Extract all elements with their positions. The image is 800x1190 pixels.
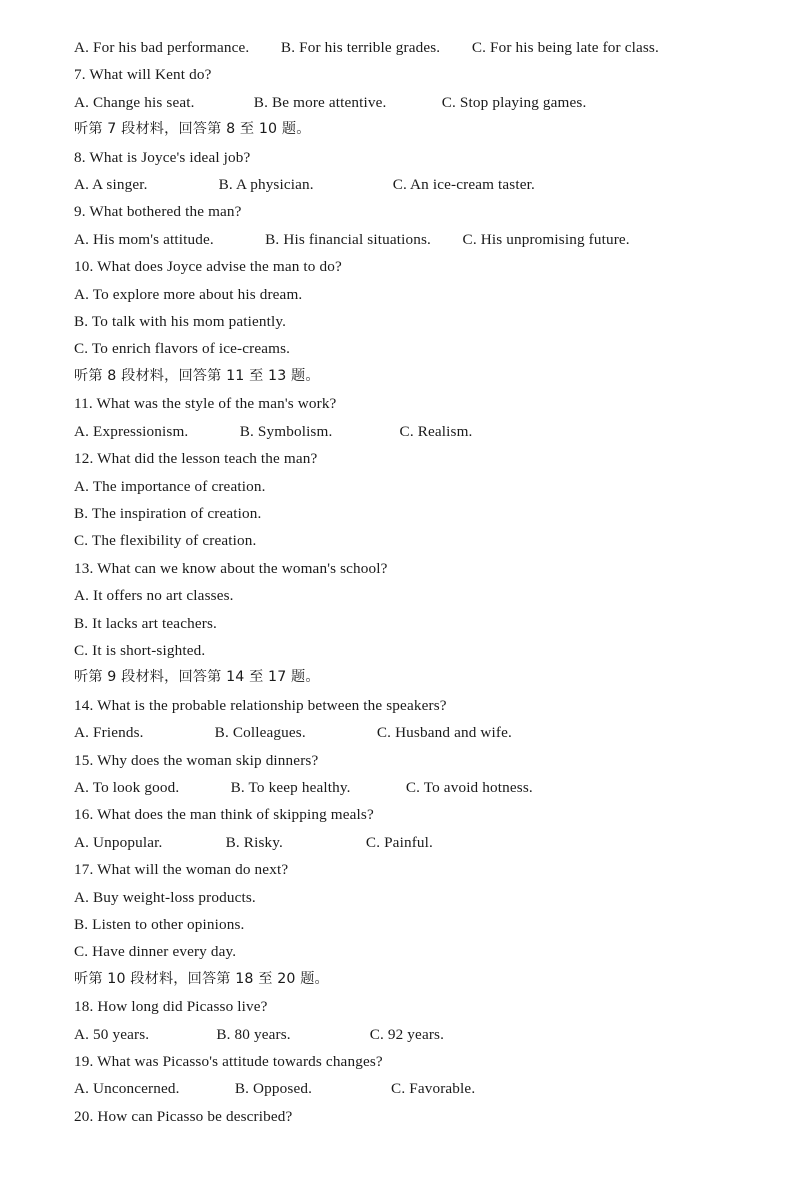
question-item: 19. What was Picasso's attitude towards changes? [74, 1053, 383, 1071]
answer-options: A. To look good. B. To keep healthy. C. To avoid hotness. [74, 778, 533, 796]
listening-instruction: 听第 10 段材料，回答第 18 至 20 题。 [74, 970, 329, 987]
answer-options: A. His mom's attitude. B. His financial situations. C. His unpromising future. [74, 230, 630, 248]
answer-options: A. Expressionism. B. Symbolism. C. Realism. [74, 422, 473, 440]
listening-instruction: 听第 7 段材料，回答第 8 至 10 题。 [74, 121, 311, 138]
question-item: 20. How can Picasso be described? [74, 1107, 293, 1125]
answer-options: A. Friends. B. Colleagues. C. Husband and wife. [74, 724, 512, 742]
question-item: 11. What was the style of the man's work? [74, 395, 337, 413]
question-item: 9. What bothered the man? [74, 203, 242, 221]
question-item: 14. What is the probable relationship between the speakers? [74, 696, 447, 714]
question-item: 8. What is Joyce's ideal job? [74, 148, 251, 166]
answer-option: C. It is short-sighted. [74, 641, 206, 659]
answer-options: A. For his bad performance. B. For his terrible grades. C. For his being late for class. [74, 39, 659, 56]
question-item: 15. Why does the woman skip dinners? [74, 751, 319, 769]
answer-option: B. Listen to other opinions. [74, 916, 245, 933]
question-item: 12. What did the lesson teach the man? [74, 450, 318, 468]
answer-options: A. Unpopular. B. Risky. C. Painful. [74, 833, 433, 851]
answer-option: C. To enrich flavors of ice-creams. [74, 340, 291, 358]
question-item: 17. What will the woman do next? [74, 861, 289, 879]
answer-options: A. 50 years. B. 80 years. C. 92 years. [74, 1025, 445, 1043]
question-item: 13. What can we know about the woman's school? [74, 559, 388, 577]
answer-option: A. The importance of creation. [74, 477, 266, 495]
question-item: 16. What does the man think of skipping meals? [74, 806, 374, 824]
answer-option: B. The inspiration of creation. [74, 504, 262, 522]
answer-option: B. It lacks art teachers. [74, 614, 217, 632]
listening-instruction: 听第 8 段材料，回答第 11 至 13 题。 [74, 367, 320, 384]
answer-options: A. A singer. B. A physician. C. An ice-cream taster. [74, 176, 535, 194]
question-item: 7. What will Kent do? [74, 66, 212, 84]
question-item: 10. What does Joyce advise the man to do? [74, 258, 342, 276]
answer-option: A. Buy weight-loss products. [74, 888, 256, 906]
answer-option: A. To explore more about his dream. [74, 285, 303, 303]
answer-options: A. Unconcerned. B. Opposed. C. Favorable. [74, 1080, 476, 1098]
answer-option: C. Have dinner every day. [74, 943, 237, 961]
answer-option: C. The flexibility of creation. [74, 532, 257, 550]
listening-instruction: 听第 9 段材料，回答第 14 至 17 题。 [74, 669, 320, 686]
answer-options: A. Change his seat. B. Be more attentive. C. Stop playing games. [74, 93, 587, 111]
answer-option: B. To talk with his mom patiently. [74, 313, 287, 331]
answer-option: A. It offers no art classes. [74, 587, 234, 605]
question-item: 18. How long did Picasso live? [74, 998, 268, 1016]
